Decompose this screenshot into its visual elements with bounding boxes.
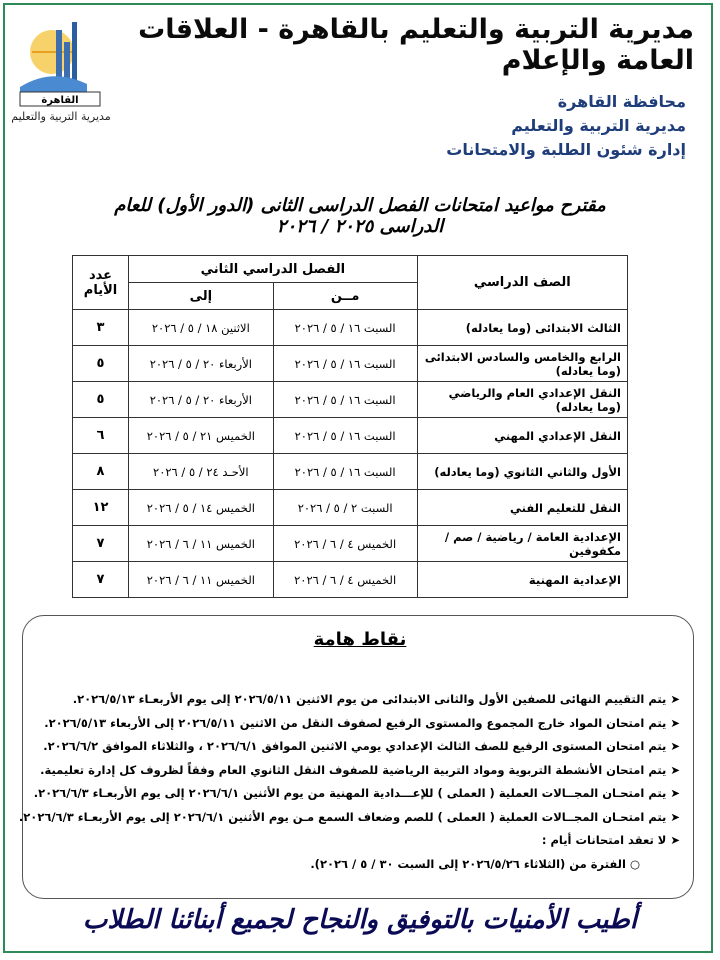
- note-item: [40, 759, 680, 783]
- note-item: [70, 688, 680, 712]
- note-item: [43, 735, 680, 759]
- note-text: يتم امتحان المواد خارج المجموع والمستوى الرفيع لصفوف النقل من الاثنين ٢٠٢٦/٥/١١ إلى الأربعاء ٢٠٢٦/٥/١٣.: [44, 715, 667, 730]
- checkmark-icon: ➤: [670, 833, 680, 847]
- circle-bullet-icon: ○: [629, 856, 640, 871]
- logo-caption: مديرية التربية والتعليم: [11, 110, 111, 123]
- org-governorate: محافظة القاهرة: [557, 92, 686, 111]
- notes-list: [18, 688, 680, 876]
- checkmark-icon: ➤: [670, 739, 680, 753]
- svg-text:القاهرة: القاهرة: [41, 95, 79, 106]
- exam-schedule-table: [72, 255, 628, 598]
- grade-cell: الإعدادية المهنية: [417, 562, 627, 598]
- days-cell: ٥: [73, 346, 129, 382]
- notes-title: نقاط هامة: [313, 629, 407, 650]
- note-text: يتم امتحـان المجــالات العملية ( العملى ) للصم وضعاف السمع مـن يوم الأثنين ٢٠٢٦/٦/١ إلى يوم الأربعـاء ٢٠٢٦/٦/٣.: [18, 809, 667, 824]
- header-days: عدد الأيام: [73, 256, 129, 310]
- footer-message: أطيب الأمنيات بالتوفيق والنجاح لجميع أبنائنا الطلاب: [82, 905, 638, 935]
- table-row: [73, 526, 628, 562]
- note-subitem-text: الفترة من (الثلاثاء ٢٠٢٦/٥/٢٦ إلى السبت ٣٠ / ٥ / ٢٠٢٦).: [310, 856, 626, 871]
- days-cell: ٨: [73, 454, 129, 490]
- days-cell: ٧: [73, 526, 129, 562]
- days-cell: ٥: [73, 382, 129, 418]
- from-cell: الخميس ٤ / ٦ / ٢٠٢٦: [273, 526, 417, 562]
- days-cell: ٦: [73, 418, 129, 454]
- from-cell: السبت ١٦ / ٥ / ٢٠٢٦: [273, 382, 417, 418]
- header-to: إلى: [129, 283, 274, 310]
- to-cell: الخميس ٢١ / ٥ / ٢٠٢٦: [129, 418, 274, 454]
- table-row: [73, 418, 628, 454]
- from-cell: السبت ١٦ / ٥ / ٢٠٢٦: [273, 346, 417, 382]
- checkmark-icon: ➤: [670, 762, 680, 777]
- grade-cell: الثالث الابتدائى (وما يعادله): [417, 310, 627, 346]
- cairo-directorate-logo: [12, 12, 112, 122]
- note-text: يتم امتحان المستوى الرفيع للصف الثالث الإعدادي يومي الاثنين الموافق ٢٠٢٦/٦/١ ، والثلاثاء الموافق ٢٠٢٦/٦/٢.: [43, 739, 667, 753]
- grade-cell: النقل للتعليم الفني: [417, 490, 627, 526]
- document-title: مقترح مواعيد امتحانات الفصل الدراسى الثانى (الدور الأول) للعام الدراسى ٢٠٢٥ / ٢٠٢٦: [114, 195, 606, 237]
- table-row: [73, 310, 628, 346]
- header-from: مــن: [273, 283, 417, 310]
- checkmark-icon: ➤: [670, 692, 680, 706]
- from-cell: الخميس ٤ / ٦ / ٢٠٢٦: [273, 562, 417, 598]
- note-subitem: [70, 853, 680, 877]
- to-cell: الأربعاء ٢٠ / ٥ / ٢٠٢٦: [129, 346, 274, 382]
- header-title: مديرية التربية والتعليم بالقاهرة - العلاقات العامة والإعلام: [138, 14, 694, 76]
- note-text: لا تعقد امتحانات أيام :: [541, 833, 667, 847]
- header-grade: الصف الدراسي: [417, 256, 627, 310]
- grade-cell: النقل الإعدادي العام والرياضي (وما يعادله): [417, 382, 627, 418]
- note-item: [70, 829, 680, 853]
- grade-cell: النقل الإعدادي المهني: [417, 418, 627, 454]
- from-cell: السبت ١٦ / ٥ / ٢٠٢٦: [273, 418, 417, 454]
- days-cell: ٧: [73, 562, 129, 598]
- from-cell: السبت ٢ / ٥ / ٢٠٢٦: [273, 490, 417, 526]
- to-cell: الخميس ١١ / ٦ / ٢٠٢٦: [129, 526, 274, 562]
- checkmark-icon: ➤: [670, 715, 680, 730]
- checkmark-icon: ➤: [670, 809, 680, 824]
- to-cell: الخميس ١٤ / ٥ / ٢٠٢٦: [129, 490, 274, 526]
- note-text: يتم امتحان الأنشطة التربوية ومواد التربية الرياضية للصفوف النقل الثانوي العام وفقاً لظروف كل إدارة تعليمية.: [40, 762, 667, 777]
- from-cell: السبت ١٦ / ٥ / ٢٠٢٦: [273, 310, 417, 346]
- table-header-row: [73, 256, 628, 283]
- days-cell: ١٢: [73, 490, 129, 526]
- table-row: [73, 382, 628, 418]
- to-cell: الاثنين ١٨ / ٥ / ٢٠٢٦: [129, 310, 274, 346]
- org-directorate: مديرية التربية والتعليم: [511, 116, 686, 135]
- checkmark-icon: ➤: [670, 786, 680, 800]
- org-department: إدارة شئون الطلبة والامتحانات: [446, 140, 686, 159]
- organization-lines: [386, 90, 686, 162]
- table-row: [73, 454, 628, 490]
- note-item: [33, 782, 680, 806]
- note-text: يتم امتحـان المجــالات العملية ( العملى ) للإعـــدادية المهنية من يوم الأثنين ٢٠٢٦/٦/١ إلى يوم الأربعـاء ٢٠٢٦/٦/٣.: [33, 786, 667, 800]
- from-cell: السبت ١٦ / ٥ / ٢٠٢٦: [273, 454, 417, 490]
- table-row: [73, 562, 628, 598]
- to-cell: الخميس ١١ / ٦ / ٢٠٢٦: [129, 562, 274, 598]
- note-item: [18, 806, 680, 830]
- note-item: [44, 712, 680, 736]
- to-cell: الأربعاء ٢٠ / ٥ / ٢٠٢٦: [129, 382, 274, 418]
- grade-cell: الإعدادية العامة / رياضية / صم / مكفوفين: [417, 526, 627, 562]
- grade-cell: الأول والثاني الثانوي (وما يعادله): [417, 454, 627, 490]
- table-row: [73, 346, 628, 382]
- note-text: يتم التقييم النهائى للصفين الأول والثانى الابتدائى من يوم الاثنين ٢٠٢٦/٥/١١ إلى يوم الأربعـاء ٢٠٢٦/٥/١٣.: [72, 692, 667, 706]
- grade-cell: الرابع والخامس والسادس الابتدائى (وما يعادله): [417, 346, 627, 382]
- table-row: [73, 490, 628, 526]
- to-cell: الأحـد ٢٤ / ٥ / ٢٠٢٦: [129, 454, 274, 490]
- header-term: الفصل الدراسي الثاني: [129, 256, 418, 283]
- days-cell: ٣: [73, 310, 129, 346]
